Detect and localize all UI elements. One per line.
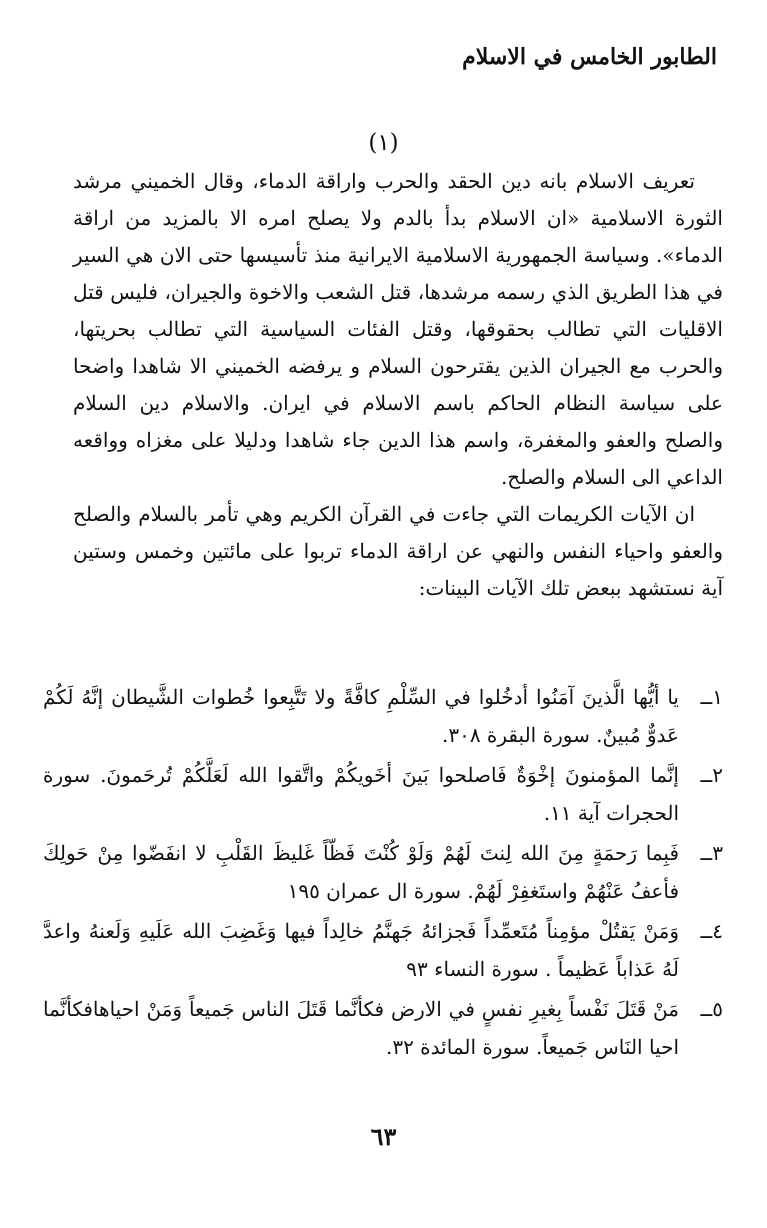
verse-number: ٥ــ [700, 997, 723, 1021]
verse-item [43, 990, 723, 1066]
verse-item [43, 756, 723, 832]
verse-text: يا أيُّها الَّذينَ آمَنُوا أدخُلوا في السِّلْمِ كافَّةً ولا تَتَّبِعوا خُطوات الشَّيطان إنَّهُ لَكُمْ عَدوٌّ مُبينٌ. سورة البقرة ٣٠٨. [43, 685, 679, 747]
verse-number: ٢ــ [700, 763, 723, 787]
verse-item [43, 912, 723, 988]
paragraph: تعريف الاسلام بانه دين الحقد والحرب واراقة الدماء، وقال الخميني مرشد الثورة الاسلامية «ان الاسلام بدأ بالدم ولا يصلح امره الا بالمزيد من اراقة الدماء». وسياسة الجمهورية الاسلامية الايرانية منذ تأسيسها حتى الان هي السير في هذا الطريق الذي رسمه مرشدها، قتل الشعب والاخوة والجيران، فليس قتل الاقليات التي تطالب بحقوقها، وقتل الفئات السياسية التي تطالب بحريتها، والحرب مع الجيران الذين يقترحون السلام و يرفضه الخميني الا شاهدا واضحا على سياسة النظام الحاكم باسم الاسلام في ايران. والاسلام دين السلام والصلح والعفو والمغفرة، واسم هذا الدين جاء شاهدا ودليلا على مغزاه وواقعه الداعي الى السلام والصلح. [73, 169, 723, 489]
verse-list [43, 678, 723, 1068]
verse-number: ٣ــ [700, 841, 723, 865]
section-number: (١) [368, 130, 399, 156]
verse-number: ٤ــ [700, 919, 723, 943]
page-number: ٦٣ [370, 1122, 397, 1151]
paragraph: ان الآيات الكريمات التي جاءت في القرآن الكريم وهي تأمر بالسلام والصلح والعفو واحياء النفس والنهي عن اراقة الدماء تربوا على مائتين وخمس وستين آية نستشهد ببعض تلك الآيات البينات: [73, 502, 723, 600]
verse-item [43, 834, 723, 910]
verse-number: ١ــ [700, 685, 723, 709]
verse-text: مَنْ قَتَلَ نَفْساً بِغيرِ نفسٍ في الارض فكأنَّما قَتَلَ الناس جَميعاً وَمَنْ احياهافكأنَّما احيا النَاس جَميعاً. سورة المائدة ٣٢. [43, 997, 679, 1059]
verse-item [43, 678, 723, 754]
running-header: الطابور الخامس في الاسلام [462, 44, 717, 70]
body-text [73, 163, 723, 607]
verse-text: إنَّما المؤمنونَ إخْوَةٌ فَاصلحوا بَينَ أخَويكُمْ واتَّقوا الله لَعَلَّكُمْ تُرحَمونَ. سورة الحجرات آية ١١. [43, 763, 679, 825]
verse-text: فَبِما رَحمَةٍ مِنَ الله لِنتَ لَهُمْ وَلَوْ كُنْتَ فَظّاً غَليظَ القَلْبِ لا انفَضّوا مِنْ حَولِكَ فأعفُ عَنْهُمْ واستَغفِرْ لَهُمْ. سورة ال عمران ١٩٥ [43, 841, 680, 903]
verse-text: وَمَنْ يَقتُلْ مؤمِناً مُتَعمِّداً فَجزائهُ جَهنَّمُ خالِداً فيها وَغَضِبَ الله عَلَيهِ وَلَعنهُ واعدَّ لَهُ عَذاباً عَظيماً . سورة النساء ٩٣ [43, 919, 679, 981]
